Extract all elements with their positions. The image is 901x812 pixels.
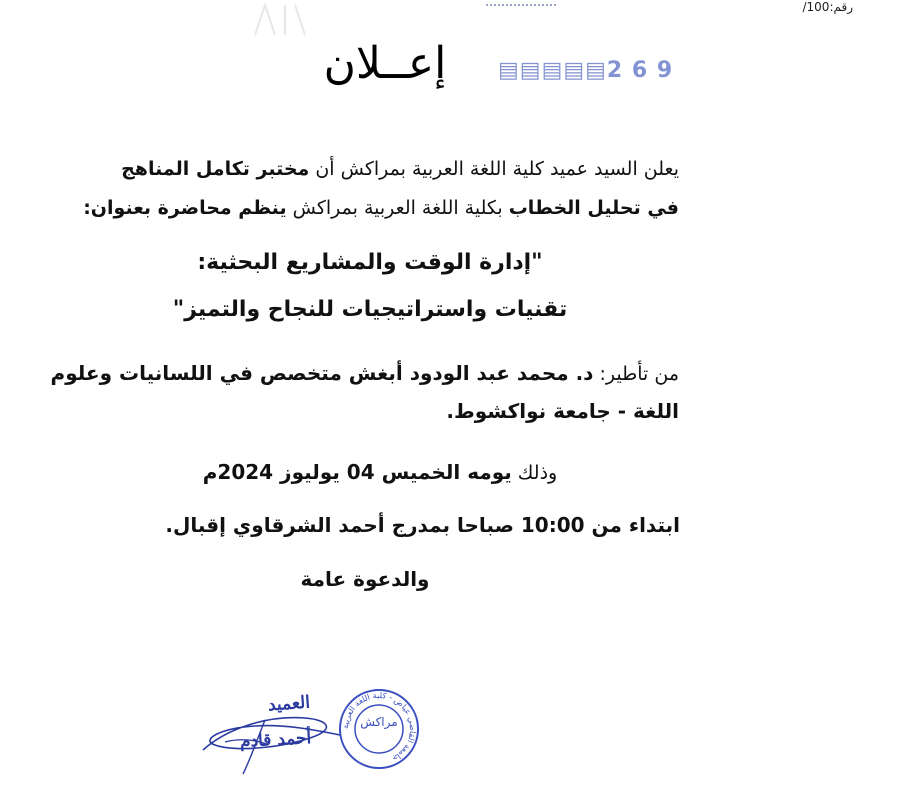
paragraph-intro <box>39 157 679 182</box>
dean-title: العميد <box>267 692 311 716</box>
paragraph-supervisor <box>39 360 679 387</box>
official-seal <box>338 688 420 770</box>
date-prefix: وذلك <box>511 462 558 484</box>
college-text: بكلية اللغة العربية بمراكش <box>286 197 509 219</box>
lab-name-continuation: في تحليل الخطاب <box>508 197 679 219</box>
faint-watermark <box>250 0 310 40</box>
paragraph-date <box>200 460 560 484</box>
intro-text: يعلن السيد عميد كلية اللغة العربية بمراكش أن <box>309 158 679 180</box>
lab-name: مختبر تكامل المناهج <box>121 158 310 180</box>
lecture-title-line-1: "إدارة الوقت والمشاريع البحثية: <box>197 250 543 275</box>
seal-ring-text: جامعة القاضي عياض - كلية اللغة العربية <box>340 690 418 764</box>
dean-name: أحمد قادم <box>239 728 312 752</box>
supervisor-name: د. محمد عبد الودود أبغش متخصص في اللسانيات وعلوم <box>50 361 594 385</box>
supervisor-label: من تأطير: <box>593 363 679 385</box>
paragraph-lab-continuation <box>39 196 679 221</box>
organizes-lecture-text: ينظم محاضرة بعنوان: <box>83 197 287 219</box>
registration-stamp-number: ▤▤▤▤▤2 6 9 <box>498 58 674 83</box>
event-date: يومه الخميس 04 يوليوز 2024م <box>202 460 512 484</box>
paragraph-university: اللغة - جامعة نواكشوط. <box>446 399 679 423</box>
reference-dotted-line <box>486 4 556 9</box>
announcement-title: إعــلان <box>323 38 447 89</box>
seal-center-text: مراكش <box>360 715 398 729</box>
lecture-title-line-2: تقنيات واستراتيجيات للنجاح والتميز" <box>172 297 568 322</box>
paragraph-time-location: ابتداء من 10:00 صباحا بمدرج أحمد الشرقاوي إقبال. <box>165 513 680 537</box>
paragraph-public-invitation: والدعوة عامة <box>300 567 430 591</box>
reference-number: رقم:100/ <box>802 0 853 14</box>
